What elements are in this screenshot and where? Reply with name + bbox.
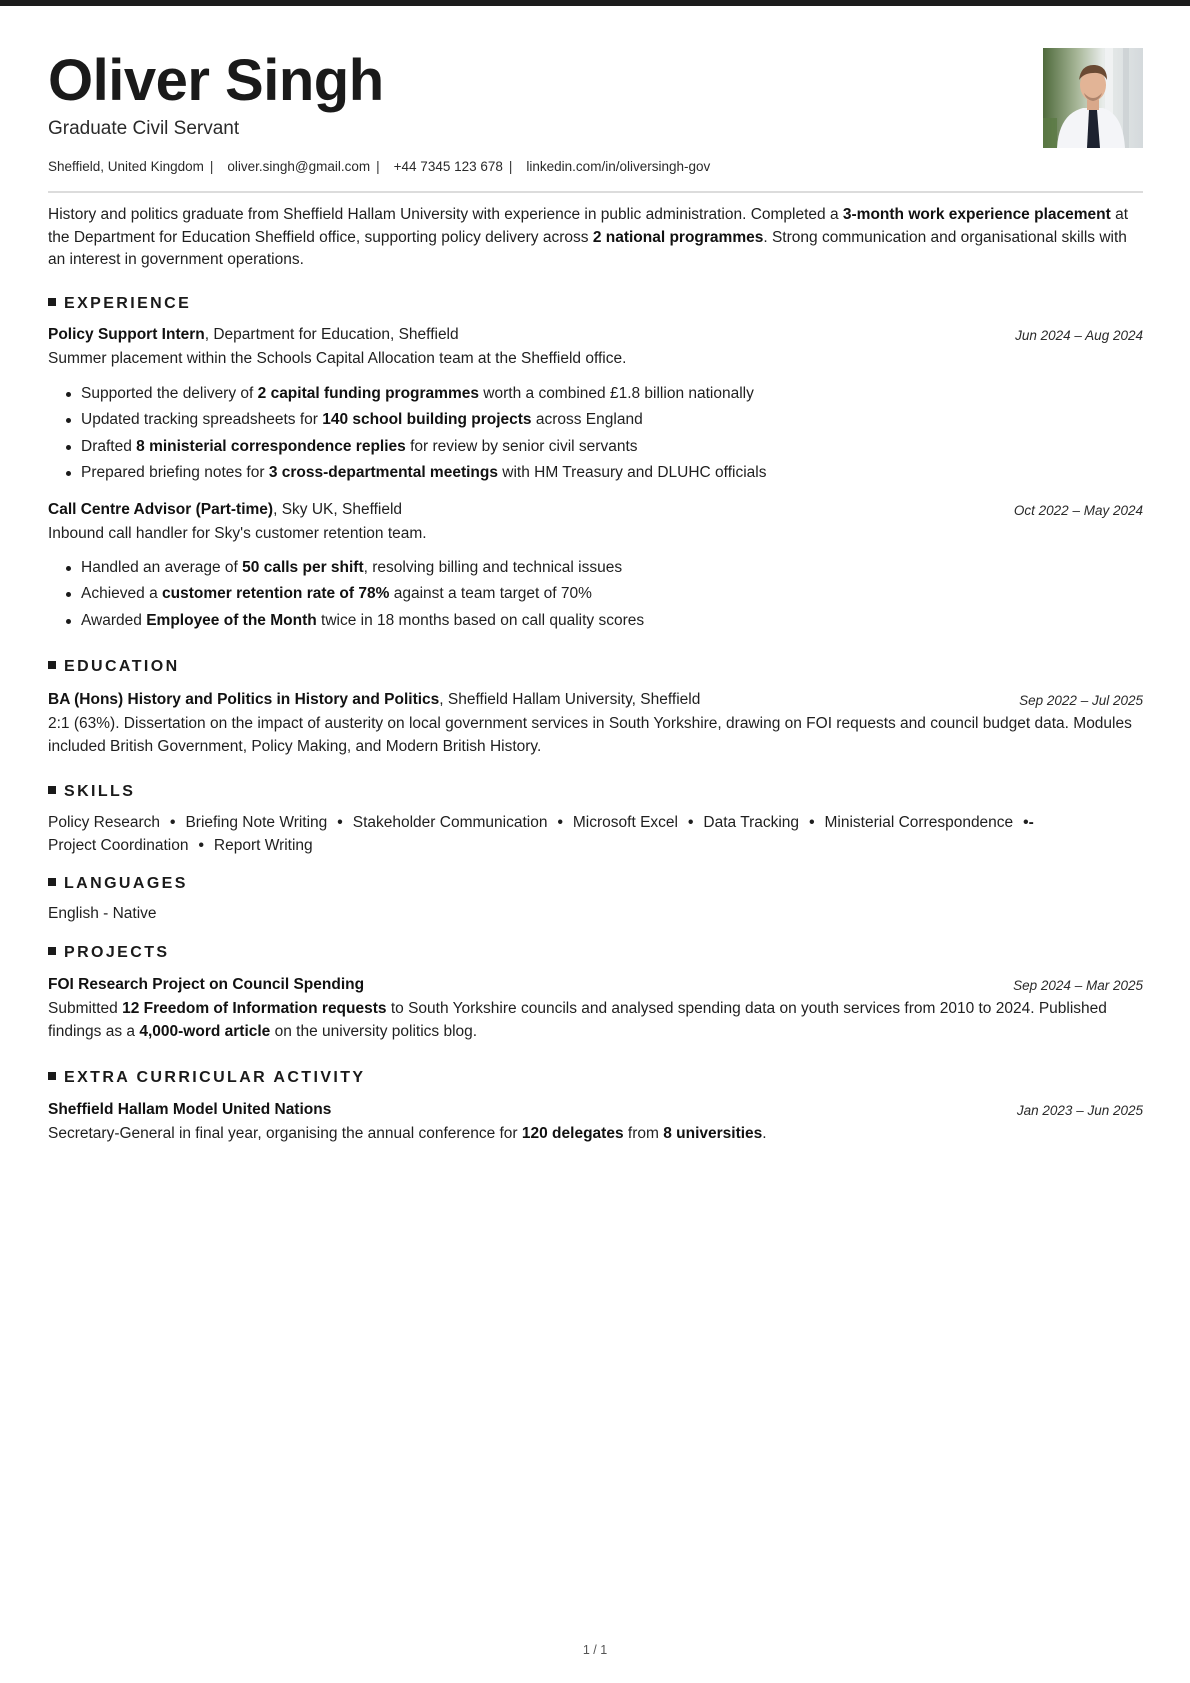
section-heading-label: EXTRA CURRICULAR ACTIVITY xyxy=(64,1069,366,1086)
square-bullet-icon xyxy=(48,298,56,306)
contact-phone[interactable]: +44 7345 123 678 xyxy=(393,159,503,174)
degree-title: BA (Hons) History and Politics in History and Politics xyxy=(48,691,440,708)
contact-linkedin[interactable]: linkedin.com/in/oliversingh-gov xyxy=(526,159,711,174)
experience-entry-header xyxy=(48,500,1143,520)
job-role: Call Centre Advisor (Part-time) xyxy=(48,501,274,518)
header-divider xyxy=(48,191,1143,193)
summary-text: History and politics graduate from Sheffield Hallam University with experience in public administration. Completed a xyxy=(48,206,843,223)
project-date-range: Sep 2024 – Mar 2025 xyxy=(1013,978,1143,993)
section-heading-label: LANGUAGES xyxy=(64,875,188,892)
skill-item: Policy Research xyxy=(48,814,160,831)
contact-email[interactable]: oliver.singh@gmail.com xyxy=(227,159,371,174)
skill-item: Microsoft Excel xyxy=(572,814,678,831)
activity-date-range: Jan 2023 – Jun 2025 xyxy=(1016,1103,1143,1118)
skill-separator: • xyxy=(198,836,204,854)
education-description: 2:1 (63%). Dissertation on the impact of austerity on local government services in South Yorkshire, drawing on FOI requests and council budget data. Modules included British Government, Policy Making, and Modern British History. xyxy=(48,715,1132,755)
project-entry-header xyxy=(48,975,1143,995)
square-bullet-icon xyxy=(48,786,56,794)
section-heading-experience xyxy=(48,294,191,314)
list-item: Awarded Employee of the Month twice in 18 months based on call quality scores xyxy=(48,608,1143,634)
activity-title: Sheffield Hallam Model United Nations xyxy=(48,1101,332,1118)
square-bullet-icon xyxy=(48,947,56,955)
project-description: Submitted 12 Freedom of Information requests to South Yorkshire councils and analysed spending data on youth services from 2010 to 2024. Published findings as a 4,000-word article on the university politics blog. xyxy=(48,1000,1107,1040)
square-bullet-icon xyxy=(48,878,56,886)
job-description: Inbound call handler for Sky's customer retention team. xyxy=(48,525,427,542)
job-date-range: Jun 2024 – Aug 2024 xyxy=(1015,328,1143,343)
contact-location: Sheffield, United Kingdom xyxy=(48,159,204,174)
profile-photo-image xyxy=(1043,48,1143,148)
resume-header xyxy=(48,0,1143,192)
candidate-name: Oliver Singh xyxy=(48,48,384,113)
contact-separator: | xyxy=(376,159,380,174)
section-heading-languages xyxy=(48,874,188,894)
profile-summary xyxy=(48,204,1143,272)
skill-separator: • xyxy=(337,814,343,831)
section-heading-label: EXPERIENCE xyxy=(64,295,192,312)
skill-separator: • xyxy=(809,814,815,831)
activity-description: Secretary-General in final year, organising the annual conference for 120 delegates from 8 universities. xyxy=(48,1125,767,1142)
skill-item: Project Coordination xyxy=(48,836,189,854)
section-heading-education xyxy=(48,657,180,677)
section-heading-projects xyxy=(48,943,169,963)
contact-line xyxy=(48,158,710,176)
list-item: Prepared briefing notes for 3 cross-departmental meetings with HM Treasury and DLUHC officials xyxy=(48,460,1143,486)
skills-list xyxy=(48,812,1143,857)
skill-separator: • xyxy=(170,814,176,831)
job-role: Policy Support Intern xyxy=(48,326,205,343)
activity-entry-header xyxy=(48,1100,1143,1120)
job-organisation: , Department for Education, Sheffield xyxy=(204,326,459,343)
job-description: Summer placement within the Schools Capital Allocation team at the Sheffield office. xyxy=(48,350,627,367)
language-item: English - Native xyxy=(48,905,157,922)
square-bullet-icon xyxy=(48,1072,56,1080)
skill-item: Stakeholder Communication xyxy=(352,814,548,831)
skill-separator: • xyxy=(557,814,563,831)
resume-page xyxy=(48,0,1143,1142)
list-item: Supported the delivery of 2 capital funding programmes worth a combined £1.8 billion nationally xyxy=(48,381,1143,407)
education-entry-header xyxy=(48,690,1143,710)
contact-separator: | xyxy=(209,159,214,174)
profile-photo xyxy=(1043,48,1143,148)
skill-separator: •- xyxy=(1023,814,1034,831)
summary-highlight: 2 national programmes xyxy=(592,228,764,246)
project-title: FOI Research Project on Council Spending xyxy=(48,976,365,993)
institution: , Sheffield Hallam University, Sheffield xyxy=(439,691,701,708)
contact-separator: | xyxy=(508,159,513,174)
page-number: 1 / 1 xyxy=(582,1643,608,1657)
section-heading-label: SKILLS xyxy=(64,783,136,800)
job-date-range: Oct 2022 – May 2024 xyxy=(1013,503,1143,518)
job-achievements-list xyxy=(48,381,1143,486)
section-heading-label: PROJECTS xyxy=(64,944,170,961)
section-heading-skills xyxy=(48,782,135,802)
list-item: Updated tracking spreadsheets for 140 school building projects across England xyxy=(48,407,1143,433)
list-item: Drafted 8 ministerial correspondence replies for review by senior civil servants xyxy=(48,434,1143,460)
experience-entry-header xyxy=(48,325,1143,345)
job-organisation: , Sky UK, Sheffield xyxy=(273,501,403,518)
skill-separator: • xyxy=(687,814,694,831)
square-bullet-icon xyxy=(48,661,56,669)
skill-item: Ministerial Correspondence xyxy=(824,814,1014,831)
list-item: Achieved a customer retention rate of 78% against a team target of 70% xyxy=(48,581,1143,607)
summary-highlight: 3-month work experience placement xyxy=(842,206,1111,223)
job-achievements-list xyxy=(48,555,1143,634)
education-date-range: Sep 2022 – Jul 2025 xyxy=(1019,693,1143,708)
summary-text: . Strong communication and organisational skills with an interest in government operations. xyxy=(48,228,1127,268)
skill-item: Briefing Note Writing xyxy=(185,814,328,831)
candidate-title: Graduate Civil Servant xyxy=(48,118,240,139)
section-heading-label: EDUCATION xyxy=(64,658,180,675)
skill-item: Data Tracking xyxy=(703,814,800,831)
section-heading-extra-curricular xyxy=(48,1068,365,1088)
list-item: Handled an average of 50 calls per shift, resolving billing and technical issues xyxy=(48,555,1143,581)
skill-item: Report Writing xyxy=(213,836,313,854)
summary-text: at the Department for Education Sheffield office, supporting policy delivery across xyxy=(48,206,1129,246)
